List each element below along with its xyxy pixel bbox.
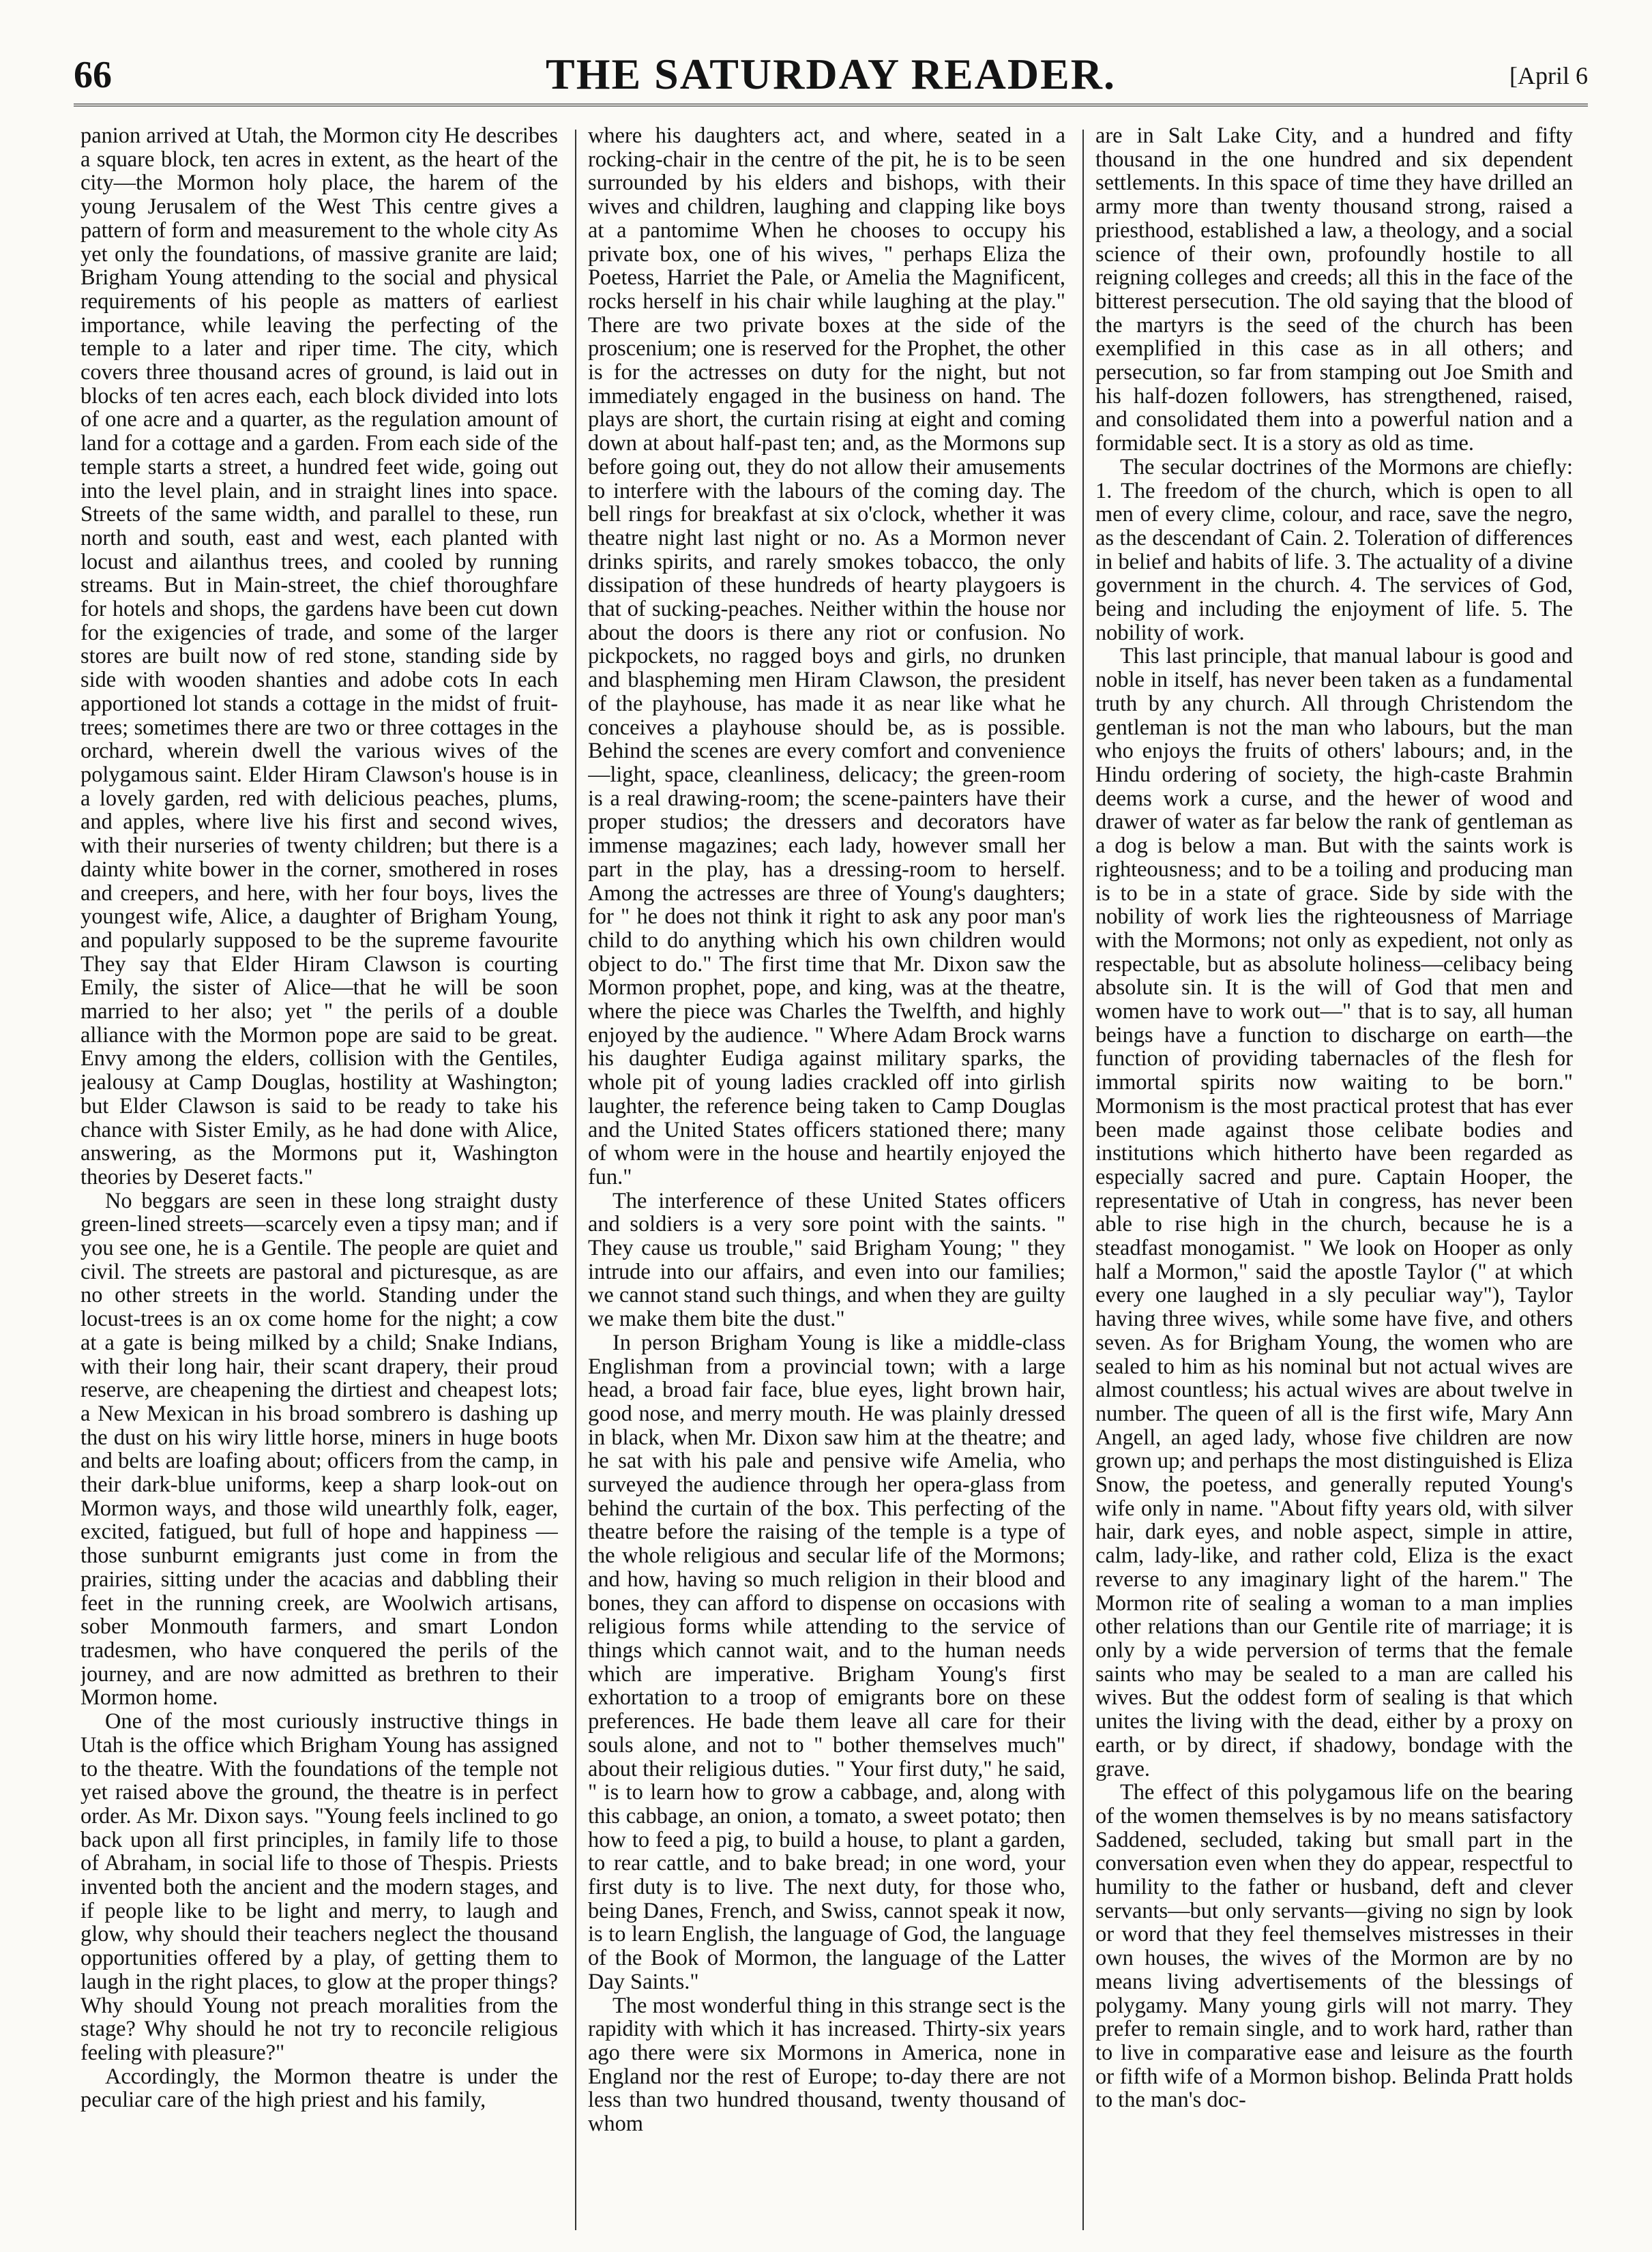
paragraph: are in Salt Lake City, and a hundred and fifty thousand in the one hundred and six dependent settlements. In this space of time they have drilled an army more than twenty thousand strong, raised a priesthood, established a law, a theology, and a social science of their own, profoundly hostile to all reigning colleges and creeds; all this in the face of the bitterest persecution. The old saying that the blood of the martyrs is the seed of the church has been exemplified in this case as in all others; and persecution, so far from stamping out Joe Smith and his half-dozen followers, has strengthened, raised, and consolidated them into a powerful nation and a formidable sect. It is a story as old as time. xyxy=(1095,124,1573,456)
column-2 xyxy=(588,124,1065,2225)
paragraph: The effect of this polygamous life on the bearing of the women themselves is by no means satisfactory Saddened, secluded, taking but small part in the conversation even when they do appear, respectful to humility to the father or husband, deft and clever servants—but only servants—giving no sign by look or word that they feel themselves mistresses in their own houses, the wives of the Mormon are by no means living advertisements of the blessings of polygamy. Many young girls will not marry. They prefer to remain single, and to work hard, rather than to live in comparative ease and leisure as the fourth or fifth wife of a Mormon bishop. Belinda Pratt holds to the man's doc- xyxy=(1095,1780,1573,2113)
paragraph: In person Brigham Young is like a middle-class Englishman from a provincial town; with a large head, a broad fair face, blue eyes, light brown hair, good nose, and merry mouth. He was plainly dressed in black, when Mr. Dixon saw him at the theatre; and he sat with his pale and pensive wife Amelia, who surveyed the audience through her opera-glass from behind the curtain of the box. This perfecting of the theatre before the raising of the temple is a type of the whole religious and secular life of the Mormons; and how, having so much religion in their blood and bones, they can afford to dispense on occasions with religious forms while attending to the service of things which cannot wait, and to the human needs which are imperative. Brigham Young's first exhortation to a troop of emigrants bore on these preferences. He bade them leave all care for their souls alone, and not to " bother themselves much" about their religious duties. " Your first duty," he said, " is to learn how to grow a cabbage, and, along with this cabbage, an onion, a tomato, a sweet potato; then how to feed a pig, to build a house, to plant a garden, to rear cattle, and to bake bread; in one word, your first duty is to live. The next duty, for those who, being Danes, French, and Swiss, cannot speak it now, is to learn English, the language of God, the language of the Book of Mormon, the language of the Latter Day Saints." xyxy=(588,1330,1065,1994)
column-3 xyxy=(1095,124,1573,2225)
paragraph: No beggars are seen in these long straight dusty green-lined streets—scarcely even a tipsy man; and if you see one, he is a Gentile. The people are quiet and civil. The streets are pastoral and picturesque, as are no other streets in the world. Standing under the locust-trees is an ox come home for the night; a cow at a gate is being milked by a child; Snake Indians, with their long hair, their scant drapery, their proud reserve, are cheapening the dirtiest and cheapest lots; a New Mexican in his broad sombrero is dashing up the dust on his wiry little horse, miners in huge boots and belts are loafing about; officers from the camp, in their dark-blue uniforms, keep a sharp look-out on Mormon ways, and those wild unearthly folk, eager, excited, fatigued, but full of hope and happiness —those sunburnt emigrants just come in from the prairies, sitting under the acacias and dabbling their feet in the running creek, are Woolwich artisans, sober Monmouth farmers, and smart London tradesmen, who have conquered the perils of the journey, and are now admitted as brethren to their Mormon home. xyxy=(80,1188,558,1710)
paragraph: The most wonderful thing in this strange sect is the rapidity with which it has increased. Thirty-six years ago there were six Mormons in America, none in England nor the rest of Europe; to-day there are not less than two hundred thousand, twenty thousand of whom xyxy=(588,1993,1065,2137)
column-divider xyxy=(575,130,576,2230)
page-number: 66 xyxy=(74,54,112,96)
paragraph: The interference of these United States officers and soldiers is a very sore point with the saints. " They cause us trouble," said Brigham Young; " they intrude into our affairs, and even into our families; we cannot stand such things, and when they are guilty we make them bite the dust." xyxy=(588,1188,1065,1332)
paragraph: Accordingly, the Mormon theatre is under the peculiar care of the high priest and his family, xyxy=(80,2064,558,2113)
column-divider xyxy=(1082,130,1084,2230)
paragraph: This last principle, that manual labour is good and noble in itself, has never been taken as a fundamental truth by any church. All through Christendom the gentleman is not the man who labours, but the man who enjoys the fruits of others' labours; and, in the Hindu ordering of society, the high-caste Brahmin deems work a curse, and the hewer of wood and drawer of water as far below the rank of gentleman as a dog is below a man. But with the saints work is righteousness; and to be a toiling and producing man is to be in a state of grace. Side by side with the nobility of work lies the righteousness of Marriage with the Mormons; not only as expedient, not only as respectable, but as absolute holiness—celibacy being absolute sin. It is the will of God that men and women have to work out—" that is to say, all human beings have a function to discharge on earth—the function of providing tabernacles of the flesh for immortal spirits now waiting to be born." Mormonism is the most practical protest that has ever been made against those celibate bodies and institutions which hitherto have been regarded as especially sacred and pure. Captain Hooper, the representative of Utah in congress, has never been able to rise high in the church, because he is a steadfast monogamist. " We look on Hooper as only half a Mormon," said the apostle Taylor (" at which every one laughed in a sly peculiar way"), Taylor having three wives, while some have five, and others seven. As for Brigham Young, the women who are sealed to him as his nominal but not actual wives are almost countless; his actual wives are about twelve in number. The queen of all is the first wife, Mary Ann Angell, an aged lady, whose five children are now grown up; and perhaps the most distinguished is Eliza Snow, the poetess, and generally reputed Young's wife only in name. "About fifty years old, with silver hair, dark eyes, and noble aspect, simple in attire, calm, lady-like, and rather cold, Eliza is the exact reverse to any imaginary light of the harem." The Mormon rite of sealing a woman to a man implies other relations than our Gentile rite of marriage; it is only by a wide perversion of terms that the female saints who may be sealed to a man are called his wives. But the oddest form of sealing is that which unites the living with the dead, either by a proxy on earth, or by direct, if shadowy, bondage with the grave. xyxy=(1095,644,1573,1781)
masthead-title: THE SATURDAY READER. xyxy=(546,50,1116,98)
page-header xyxy=(74,49,1588,124)
paragraph: One of the most curiously instructive things in Utah is the office which Brigham Young has assigned to the theatre. With the foundations of the temple not yet raised above the ground, the theatre is in perfect order. As Mr. Dixon says. "Young feels inclined to go back upon all first principles, in family life to those of Abraham, in social life to those of Thespis. Priests invented both the ancient and the modern stages, and if people like to be light and merry, to laugh and glow, why should their teachers neglect the thousand opportunities offered by a play, of getting them to laugh in the right places, to glow at the proper things? Why should Young not preach moralities from the stage? Why should he not try to reconcile religious feeling with pleasure?" xyxy=(80,1709,558,2065)
column-1 xyxy=(80,124,558,2225)
header-rule xyxy=(74,104,1588,106)
paragraph: The secular doctrines of the Mormons are chiefly: 1. The freedom of the church, which is open to all men of every clime, colour, and race, save the negro, as the descendant of Cain. 2. Toleration of differences in belief and habits of life. 3. The actuality of a divine government in the church. 4. The services of God, being and including the enjoyment of life. 5. The nobility of work. xyxy=(1095,454,1573,645)
paragraph: where his daughters act, and where, seated in a rocking-chair in the centre of the pit, he is to be seen surrounded by his elders and bishops, with their wives and children, laughing and clapping like boys at a pantomime When he chooses to occupy his private box, one of his wives, " perhaps Eliza the Poetess, Harriet the Pale, or Amelia the Magnificent, rocks herself in his chair while laughing at the play." There are two private boxes at the side of the proscenium; one is reserved for the Prophet, the other is for the actresses on duty for the night, but not immediately engaged in the business on hand. The plays are short, the curtain rising at eight and coming down at about half-past ten; and, as the Mormons sup before going out, they do not allow their amusements to interfere with the labours of the coming day. The bell rings for breakfast at six o'clock, whether it was theatre night last night or no. As a Mormon never drinks spirits, and rarely smokes tobacco, the only dissipation of these hundreds of hearty playgoers is that of sucking-peaches. Neither within the house nor about the doors is there any riot or confusion. No pickpockets, no ragged boys and girls, no drunken and blaspheming men Hiram Clawson, the president of the playhouse, has made it as near like what he conceives a playhouse should be, as is possible. Behind the scenes are every comfort and convenience—light, space, cleanliness, delicacy; the green-room is a real drawing-room; the scene-painters have their proper studios; the dressers and decorators have immense magazines; each lady, however small her part in the play, has a dressing-room to herself. Among the actresses are three of Young's daughters; for " he does not think it right to ask any poor man's child to do anything which his own children would object to do." The first time that Mr. Dixon saw the Mormon prophet, pope, and king, was at the theatre, where the piece was Charles the Twelfth, and highly enjoyed by the audience. " Where Adam Brock warns his daughter Eudiga against military sparks, the whole pit of young ladies crackled off into girlish laughter, the reference being taken to Camp Douglas and the United States officers stationed there; many of whom were in the house and heartily enjoyed the fun." xyxy=(588,124,1065,1189)
paragraph: panion arrived at Utah, the Mormon city He describes a square block, ten acres in extent, as the heart of the city—the Mormon holy place, the harem of the young Jerusalem of the West This centre gives a pattern of form and measurement to the whole city As yet only the foundations, of massive granite are laid; Brigham Young attending to the social and physical requirements of his people as matters of earliest importance, while leaving the perfecting of the temple to a later and riper time. The city, which covers three thousand acres of ground, is laid out in blocks of ten acres each, each block divided into lots of one acre and a quarter, as the regulation amount of land for a cottage and a garden. From each side of the temple starts a street, a hundred feet wide, going out into the level plain, and in straight lines into space. Streets of the same width, and parallel to these, run north and south, east and west, each planted with locust and ailanthus trees, and cooled by running streams. But in Main-street, the chief thoroughfare for hotels and shops, the gardens have been cut down for the exigencies of trade, and some of the larger stores are built now of red stone, standing side by side with wooden shanties and adobe cots In each apportioned lot stands a cottage in the midst of fruit-trees; sometimes there are two or three cottages in the orchard, wherein dwell the various wives of the polygamous saint. Elder Hiram Clawson's house is in a lovely garden, red with delicious peaches, plums, and apples, where live his first and second wives, with their nurseries of twenty children; but there is a dainty white bower in the corner, smothered in roses and creepers, and here, with her four boys, lives the youngest wife, Alice, a daughter of Brigham Young, and popularly supposed to be the supreme favourite They say that Elder Hiram Clawson is courting Emily, the sister of Alice—that he will be soon married to her also; yet " the perils of a double alliance with the Mormon pope are said to be great. Envy among the elders, collision with the Gentiles, jealousy at Camp Douglas, hostility at Washington; but Elder Clawson is said to be ready to take his chance with Sister Emily, as he had done with Alice, answering, as the Mormons put it, Washington theories by Deseret facts." xyxy=(80,124,558,1189)
issue-date: [April 6 xyxy=(1509,62,1588,89)
